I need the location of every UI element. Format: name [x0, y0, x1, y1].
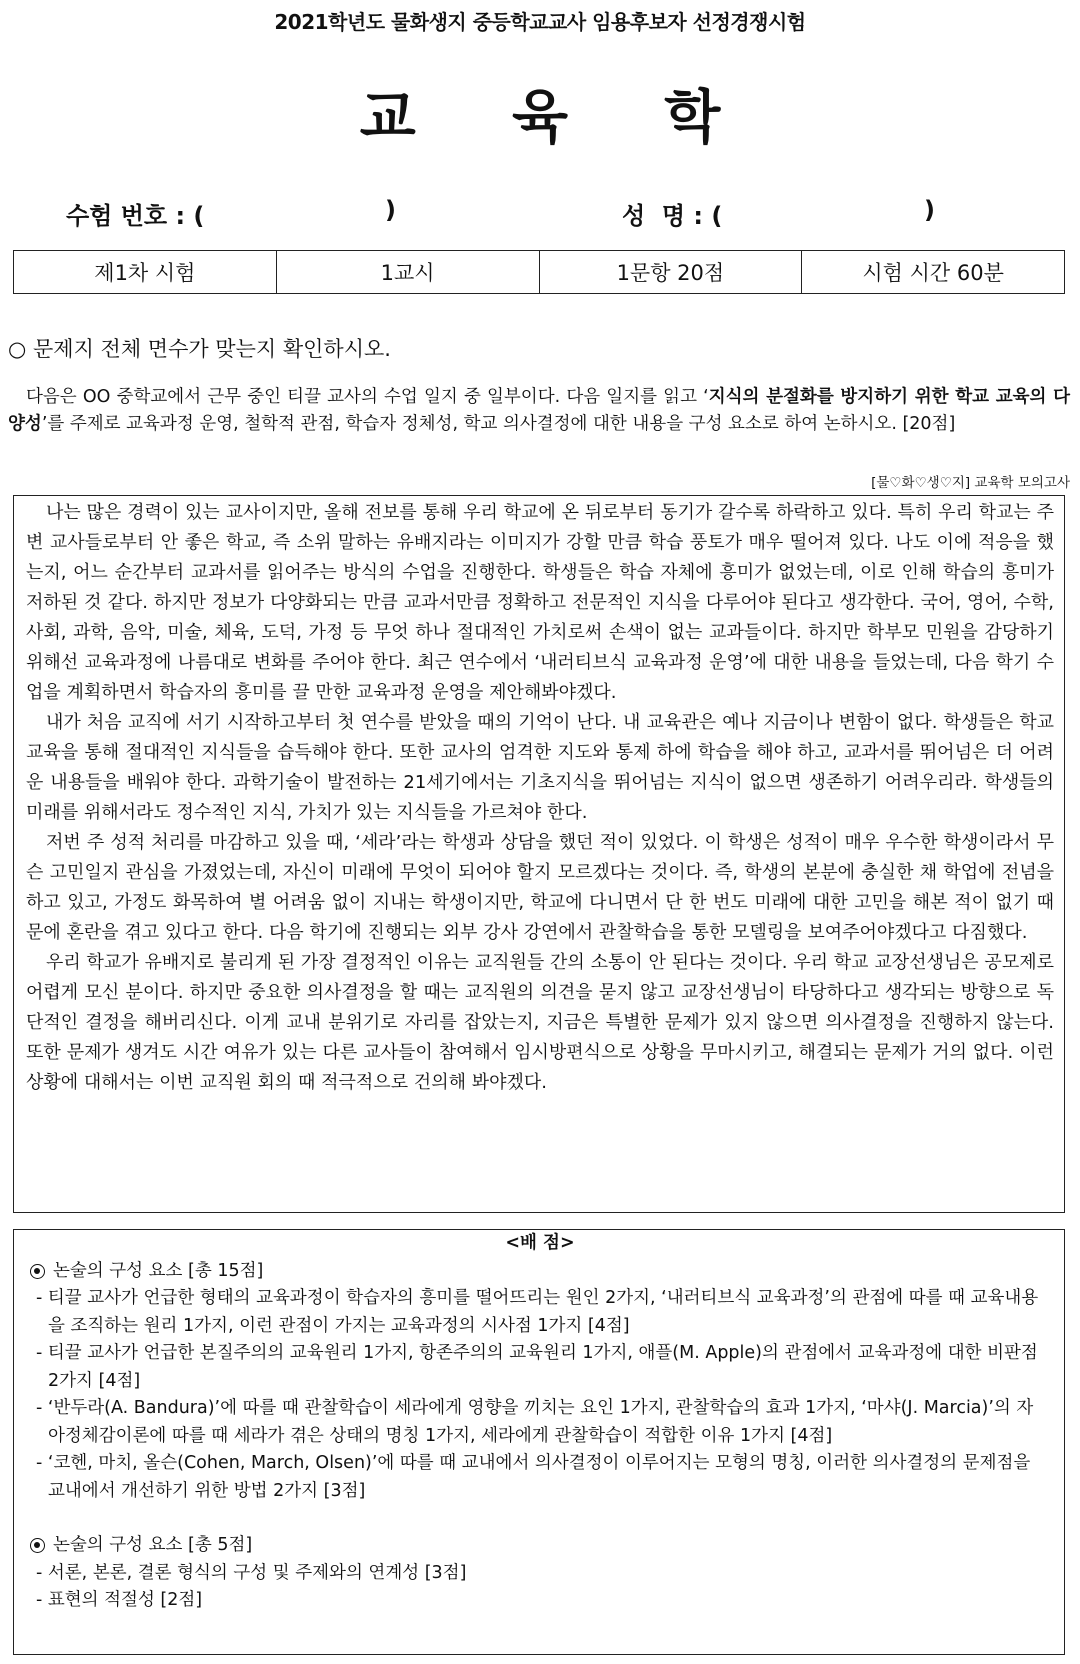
- name-close: ): [924, 196, 935, 224]
- section-heading-text: 논술의 구성 요소 [총 15점]: [53, 1260, 264, 1281]
- info-cell-period: 1교시: [276, 251, 539, 294]
- info-cell-round: 제1차 시험: [14, 251, 277, 294]
- scoring-item: - ‘코헨, 마치, 올슨(Cohen, March, Olsen)’에 따를 때 교내에서 의사결정이 이루어지는 모형의 명칭, 이러한 의사결정의 문제점을 교내에서 개선하기 위한 방법 2가지 [3점]: [36, 1453, 1031, 1501]
- scoring-item: - 티끌 교사가 언급한 형태의 교육과정이 학습자의 흥미를 떨어뜨리는 원인 2가지, ‘내러티브식 교육과정’의 관점에 따를 때 교육내용을 조직하는 원리 1가지, 이런 관점이 가지는 교육과정의 시사점 1가지 [4점]: [36, 1288, 1039, 1336]
- circle-bullet-icon: [30, 1264, 45, 1279]
- question-text-part1: 다음은 OO 중학교에서 근무 중인 티끌 교사의 수업 일지 중 일부이다. 다음 일지를 읽고 ‘: [26, 387, 709, 407]
- journal-paragraph: 나는 많은 경력이 있는 교사이지만, 올해 전보를 통해 우리 학교에 온 뒤로부터 동기가 갈수록 하락하고 있다. 특히 우리 학교는 주변 교사들로부터 안 좋은 학교, 즉 소위 말하는 유배지라는 이미지가 강할 만큼 학습 풍토가 매우 떨어져 있다. 나도 이에 적응을 했는지, 어느 순간부터 교과서를 읽어주는 방식의 수업을 진행한다. 학생들은 학습 자체에 흥미가 없었는데, 이로 인해 학습의 흥미가 저하된 것 같다. 하지만 정보가 다양화되는 만큼 교과서만큼 정확하고 전문적인 지식을 다루어야 된다고 생각한다. 국어, 영어, 수학, 사회, 과학, 음악, 미술, 체육, 도덕, 가정 등 무엇 하나 절대적인 가치로써 손색이 없는 교과들이다. 하지만 학부모 민원을 감당하기 위해선 교육과정에 나름대로 변화를 주어야 한다. 최근 연수에서 ‘내러티브식 교육과정 운영’에 대한 내용을 들었는데, 다음 학기 수업을 계획하면서 학습자의 흥미를 끌 만한 교육과정 운영을 제안해봐야겠다.: [26, 502, 1054, 703]
- exam-number-label: 수험 번호 : (: [66, 202, 205, 230]
- info-cell-time: 시험 시간 60분: [802, 251, 1065, 294]
- scoring-box: [13, 1229, 1065, 1655]
- scoring-section-heading: [30, 1258, 1050, 1286]
- teacher-journal-box: [13, 495, 1065, 1213]
- scoring-item: - 표현의 적절성 [2점]: [36, 1590, 203, 1610]
- page-count-notice: ○ 문제지 전체 면수가 맞는지 확인하시오.: [8, 337, 391, 361]
- name-label: 성 명 : (: [622, 202, 723, 230]
- info-cell-points: 1문항 20점: [539, 251, 802, 294]
- circle-bullet-icon: [30, 1538, 45, 1553]
- exam-info-table: [13, 250, 1065, 294]
- examinee-info-row: [0, 196, 1080, 230]
- scoring-title: <배 점>: [505, 1233, 575, 1253]
- section-heading-text: 논술의 구성 요소 [총 5점]: [53, 1535, 253, 1555]
- scoring-item: - 티끌 교사가 언급한 본질주의의 교육원리 1가지, 항존주의의 교육원리 1가지, 애플(M. Apple)의 관점에서 교육과정에 대한 비판점 2가지 [4점]: [36, 1343, 1038, 1391]
- exam-title: 2021학년도 물화생지 중등학교교사 임용후보자 선정경쟁시험: [274, 10, 806, 34]
- question-topic: 지식의 분절화를 방지하기 위한 학교 교육의 다양성: [8, 387, 1071, 434]
- journal-paragraph: 내가 처음 교직에 서기 시작하고부터 첫 연수를 받았을 때의 기억이 난다. 내 교육관은 예나 지금이나 변함이 없다. 학생들은 학교 교육을 통해 절대적인 지식들을 습득해야 한다. 또한 교사의 엄격한 지도와 통제 하에 학습을 해야 하고, 교과서를 뛰어넘은 더 어려운 내용들을 배워야 한다. 과학기술이 발전하는 21세기에서는 기초지식을 뛰어넘는 지식이 없으면 생존하기 어려우리라. 학생들의 미래를 위해서라도 정수적인 지식, 가치가 있는 지식들을 가르쳐야 한다.: [26, 712, 1054, 823]
- scoring-item: - 서론, 본론, 결론 형식의 구성 및 주제와의 연계성 [3점]: [36, 1562, 467, 1583]
- journal-paragraph: 우리 학교가 유배지로 불리게 된 가장 결정적인 이유는 교직원들 간의 소통이 안 된다는 것이다. 우리 학교 교장선생님은 공모제로 어렵게 모신 분이다. 하지만 중요한 의사결정을 할 때는 교직원의 의견을 묻지 않고 교장선생님이 타당하다고 생각되는 방향으로 독단적인 결정을 해버리신다. 이게 교내 분위기로 자리를 잡았는지, 지금은 특별한 문제가 있지 않으면 의사결정을 진행하지 않는다. 또한 문제가 생겨도 시간 여유가 있는 다른 교사들이 참여해서 임시방편식으로 상황을 무마시키고, 해결되는 문제가 거의 없다. 이런 상황에 대해서는 이번 교직원 회의 때 적극적으로 건의해 봐야겠다.: [26, 952, 1054, 1093]
- exam-number-close: ): [385, 196, 396, 224]
- scoring-item: - ‘반두라(A. Bandura)’에 따를 때 관찰학습이 세라에게 영향을 끼치는 요인 1가지, 관찰학습의 효과 1가지, ‘마샤(J. Marcia)’의 자아정체감이론에 따를 때 세라가 겪은 상태의 명칭 1가지, 세라에게 관찰학습이 적합한 이유 1가지 [4점]: [36, 1398, 1034, 1446]
- subject-title: 교 육 학: [359, 83, 759, 151]
- journal-paragraph: 저번 주 성적 처리를 마감하고 있을 때, ‘세라’라는 학생과 상담을 했던 적이 있었다. 이 학생은 성적이 매우 우수한 학생이라서 무슨 고민일지 관심을 가졌었는데, 자신이 미래에 무엇이 되어야 할지 모르겠다는 것이다. 즉, 학생의 본분에 충실한 채 학업에 전념을 하고 있고, 가정도 화목하여 별 어려움 없이 지내는 학생이지만, 학교에 다니면서 단 한 번도 미래에 대한 고민을 해본 적이 없기 때문에 혼란을 겪고 있다고 한다. 다음 학기에 진행되는 외부 강사 강연에서 관찰학습을 통한 모델링을 보여주어야겠다고 다짐했다.: [26, 832, 1054, 943]
- question-prompt: [8, 384, 1070, 438]
- question-text-part2: ’를 주제로 교육과정 운영, 철학적 관점, 학습자 정체성, 학교 의사결정에 대한 내용을 구성 요소로 하여 논하시오. [20점]: [41, 414, 956, 434]
- scoring-section-heading: [30, 1532, 1050, 1560]
- source-label: [물♡화♡생♡지] 교육학 모의고사: [871, 475, 1070, 491]
